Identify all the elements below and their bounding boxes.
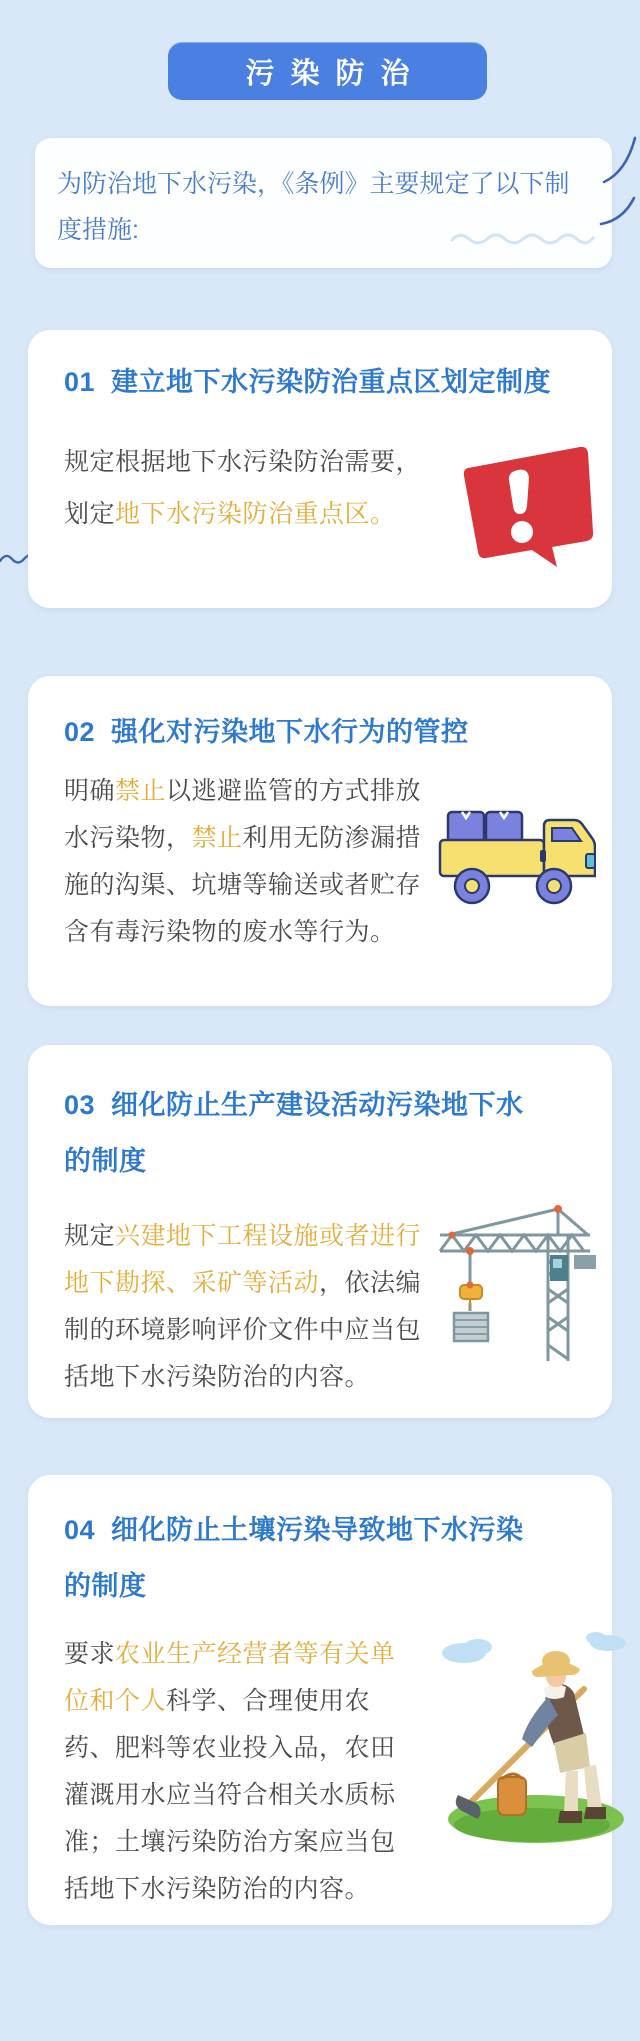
section-card-03 — [28, 1045, 612, 1418]
section-card-01 — [28, 330, 612, 608]
title-banner — [168, 42, 487, 100]
section-card-04 — [28, 1475, 612, 1925]
intro-card — [35, 138, 612, 268]
section-02-body: 明确禁止以逃避监管的方式排放 水污染物，禁止利用无防渗漏措 施的沟渠、坑塘等输送或者贮存 含有毒污染物的废水等行为。 — [64, 777, 422, 946]
section-01-heading: 01 建立地下水污染防治重点区划定制度 — [64, 367, 552, 397]
section-card-02 — [28, 676, 612, 1006]
truck-icon — [436, 798, 596, 910]
section-04-body: 要求农业生产经营者等有关单 位和个人科学、合理使用农 药、肥料等农业投入品，农田 灌溉用水应当符合相关水质标 准；土壤污染防治方案应当包 括地下水污染防治的内容。 — [64, 1640, 396, 1903]
intro-text: 为防治地下水污染，《条例》主要规定了以下制 度措施: — [57, 170, 570, 244]
section-04-heading: 04 细化防止土壤污染导致地下水污染 的制度 — [64, 1515, 524, 1601]
section-03-body: 规定兴建地下工程设施或者进行 地下勘探、采矿等活动，依法编 制的环境影响评价文件中应当包 括地下水污染防治的内容。 — [64, 1222, 422, 1391]
alert-bubble-icon — [448, 440, 598, 570]
farmer-icon — [436, 1627, 634, 1847]
section-03-heading: 03 细化防止生产建设活动污染地下水 的制度 — [64, 1090, 524, 1176]
page-title: 污染防治 — [245, 57, 426, 90]
section-02-heading: 02 强化对污染地下水行为的管控 — [64, 717, 469, 747]
section-01-body: 规定根据地下水污染防治需要， 划定地下水污染防治重点区。 — [64, 448, 422, 528]
crane-icon — [428, 1195, 600, 1367]
